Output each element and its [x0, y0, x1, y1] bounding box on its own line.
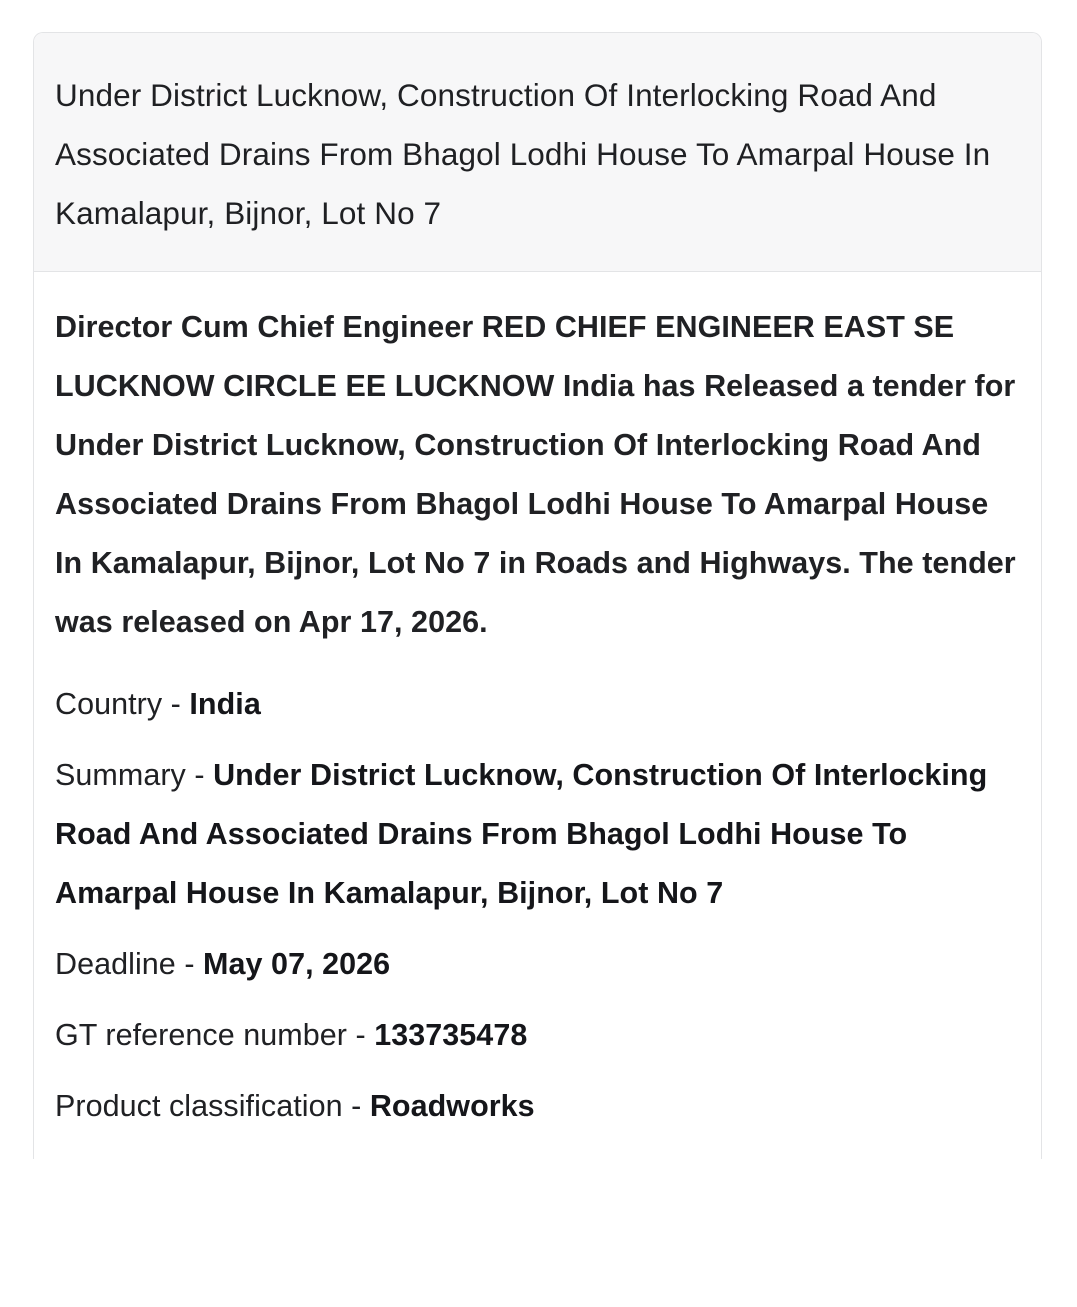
detail-label-product-classification: Product classification - [55, 1089, 370, 1123]
detail-label-summary: Summary - [55, 758, 214, 792]
detail-gap-3 [55, 994, 1019, 1006]
detail-label-country: Country - [55, 687, 190, 721]
detail-gap-2 [55, 923, 1019, 935]
detail-label-deadline: Deadline - [55, 947, 204, 981]
tender-detail-card [33, 32, 1042, 1159]
detail-value-product-classification: Roadworks [369, 1089, 535, 1123]
detail-gap-4 [55, 1065, 1019, 1077]
detail-row-product-classification [55, 1077, 1019, 1136]
tender-issuer-text: Director Cum Chief Engineer RED CHIEF ENGINEER EAST SE LUCKNOW CIRCLE EE LUCKNOW India has Released a tender for [55, 310, 1016, 403]
card-body [34, 272, 1041, 1159]
page-title: Under District Lucknow, Construction Of Interlocking Road And Associated Drains From Bhagol Lodhi House To Amarpal House In Kamalapur, Bijnor, Lot No 7 [55, 77, 991, 231]
detail-value-gt-reference-number: 133735478 [374, 1018, 528, 1052]
tender-lead-paragraph [55, 298, 1019, 652]
detail-label-gt-reference-number: GT reference number - [55, 1018, 375, 1052]
detail-row-deadline [55, 935, 1019, 994]
card-bottom-spacer [55, 1136, 1019, 1159]
card-header [34, 33, 1041, 272]
lead-details-spacer [55, 652, 1019, 675]
tender-category-text: in Roads and Highways. The tender was released on Apr 17, 2026. [55, 546, 1016, 639]
detail-value-country: India [189, 687, 261, 721]
detail-gap-1 [55, 734, 1019, 746]
detail-row-gt-reference-number [55, 1006, 1019, 1065]
detail-row-summary [55, 746, 1019, 923]
detail-value-summary: Under District Lucknow, Construction Of Interlocking Road And Associated Drains From Bhagol Lodhi House To Amarpal House In Kamalapur, Bijnor, Lot No 7 [55, 758, 988, 910]
detail-row-country [55, 675, 1019, 734]
detail-value-deadline: May 07, 2026 [203, 947, 391, 981]
tender-name-text: Under District Lucknow, Construction Of Interlocking Road And Associated Drains From Bhagol Lodhi House To Amarpal House In Kamalapur, Bijnor, Lot No 7 [55, 428, 989, 580]
